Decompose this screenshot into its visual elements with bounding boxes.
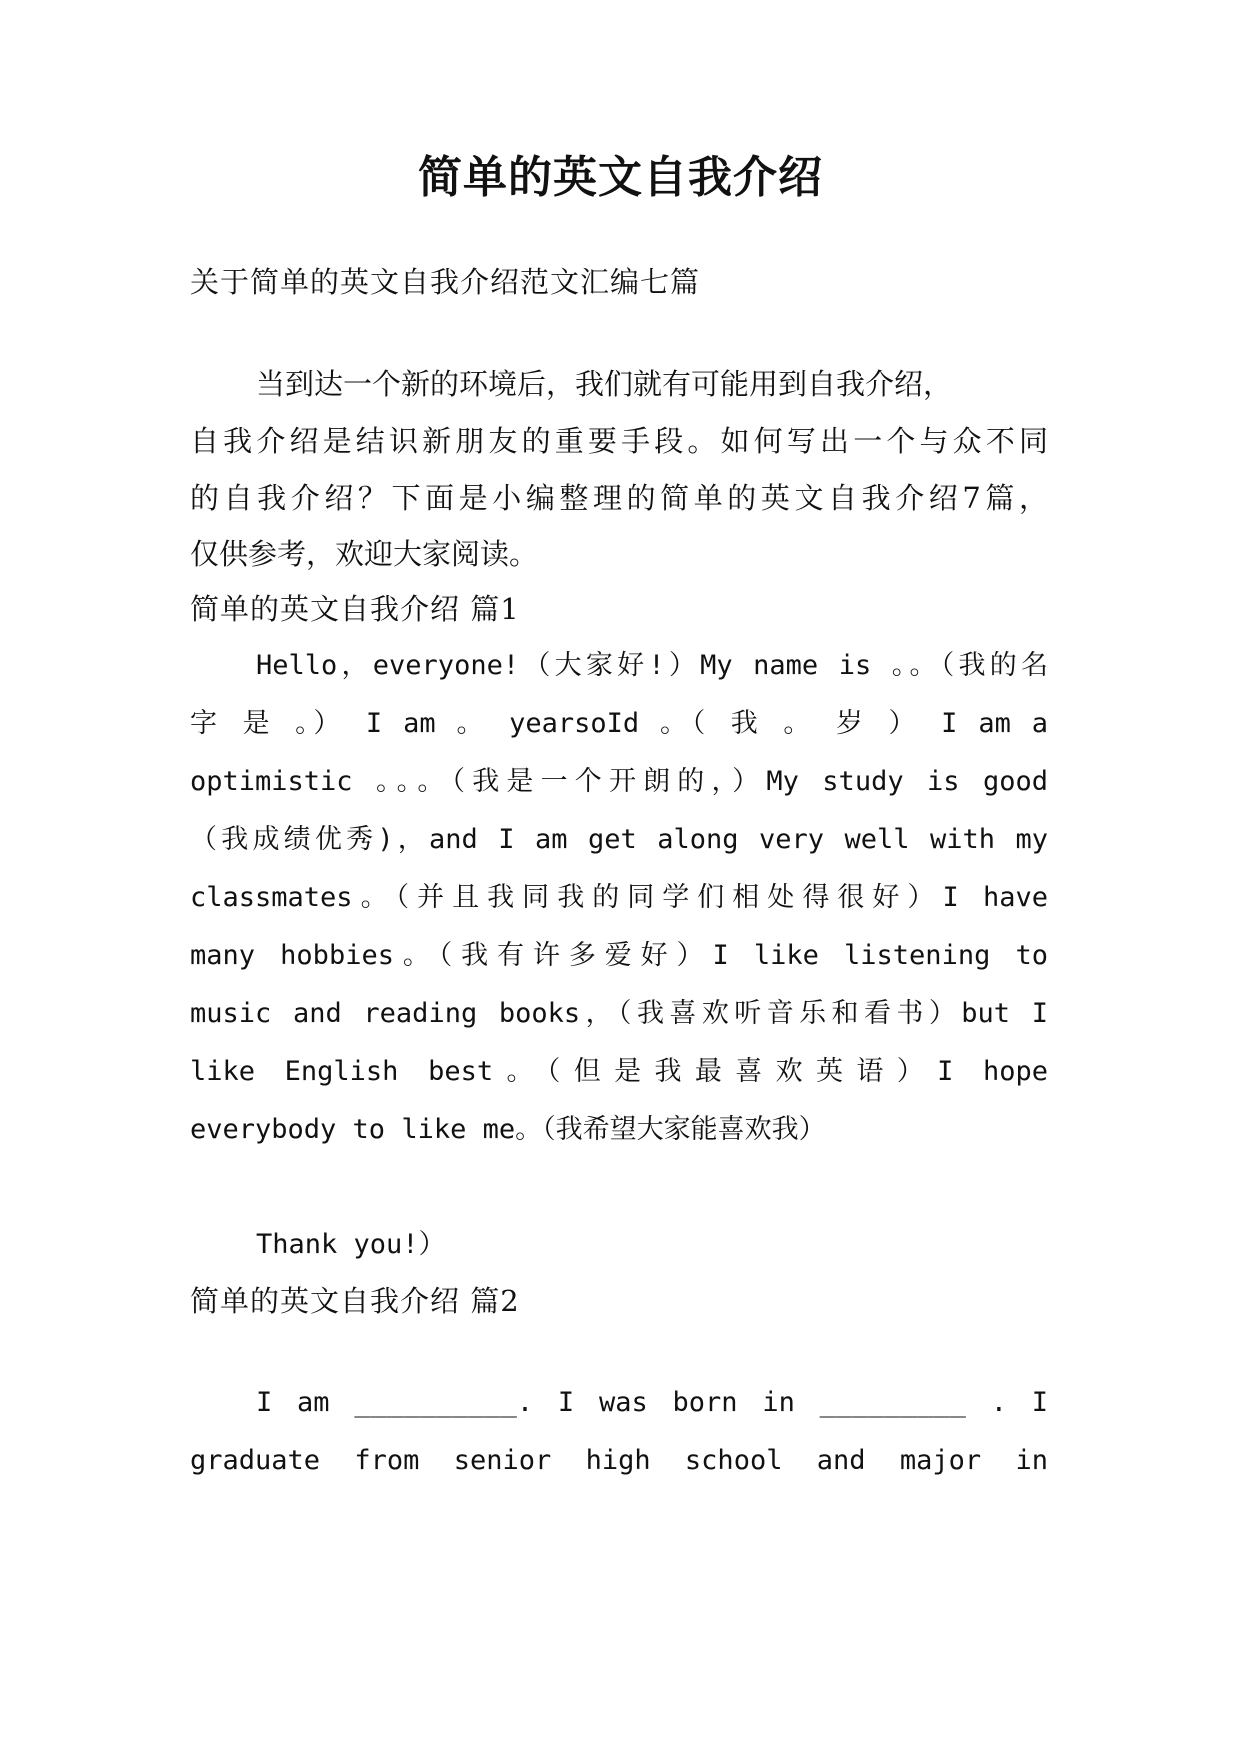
section1-line: music and reading books，（我喜欢听音乐和看书）but I bbox=[190, 998, 1048, 1029]
section1-line: like English best。（但是我最喜欢英语）I hope bbox=[190, 1056, 1048, 1087]
section1-closing: Thank you!） bbox=[256, 1229, 446, 1260]
intro-line: 的自我介绍？下面是小编整理的简单的英文自我介绍7篇， bbox=[190, 481, 1048, 515]
section1-line: classmates。（并且我同我的同学们相处得很好）I have bbox=[190, 882, 1048, 913]
document-subtitle: 关于简单的英文自我介绍范文汇编七篇 bbox=[190, 265, 701, 299]
section-heading-2: 简单的英文自我介绍 篇2 bbox=[190, 1284, 520, 1318]
section1-line: （我成绩优秀)，and I am get along very well with my bbox=[190, 824, 1048, 855]
section1-line: 字 是 。） I am 。 yearsoId 。（ 我 。 岁 ） I am a bbox=[190, 708, 1048, 739]
intro-line: 自我介绍是结识新朋友的重要手段。如何写出一个与众不同 bbox=[190, 424, 1048, 458]
section2-line: I am __________. I was born in _________ . I bbox=[256, 1387, 1048, 1418]
section1-line: many hobbies。（我有许多爱好）I like listening to bbox=[190, 940, 1048, 971]
section-heading-1: 简单的英文自我介绍 篇1 bbox=[190, 592, 520, 626]
section1-line: everybody to like me。（我希望大家能喜欢我） bbox=[190, 1114, 826, 1145]
section1-line: optimistic 。。。（我是一个开朗的，）My study is good bbox=[190, 766, 1048, 797]
intro-line: 当到达一个新的环境后，我们就有可能用到自我介绍， bbox=[256, 367, 953, 401]
document-title: 简单的英文自我介绍 bbox=[418, 152, 823, 203]
section1-line: Hello，everyone!（大家好!）My name is 。。（我的名 bbox=[256, 650, 1048, 681]
section2-line: graduate from senior high school and major in bbox=[190, 1445, 1048, 1476]
intro-line: 仅供参考，欢迎大家阅读。 bbox=[190, 537, 539, 571]
